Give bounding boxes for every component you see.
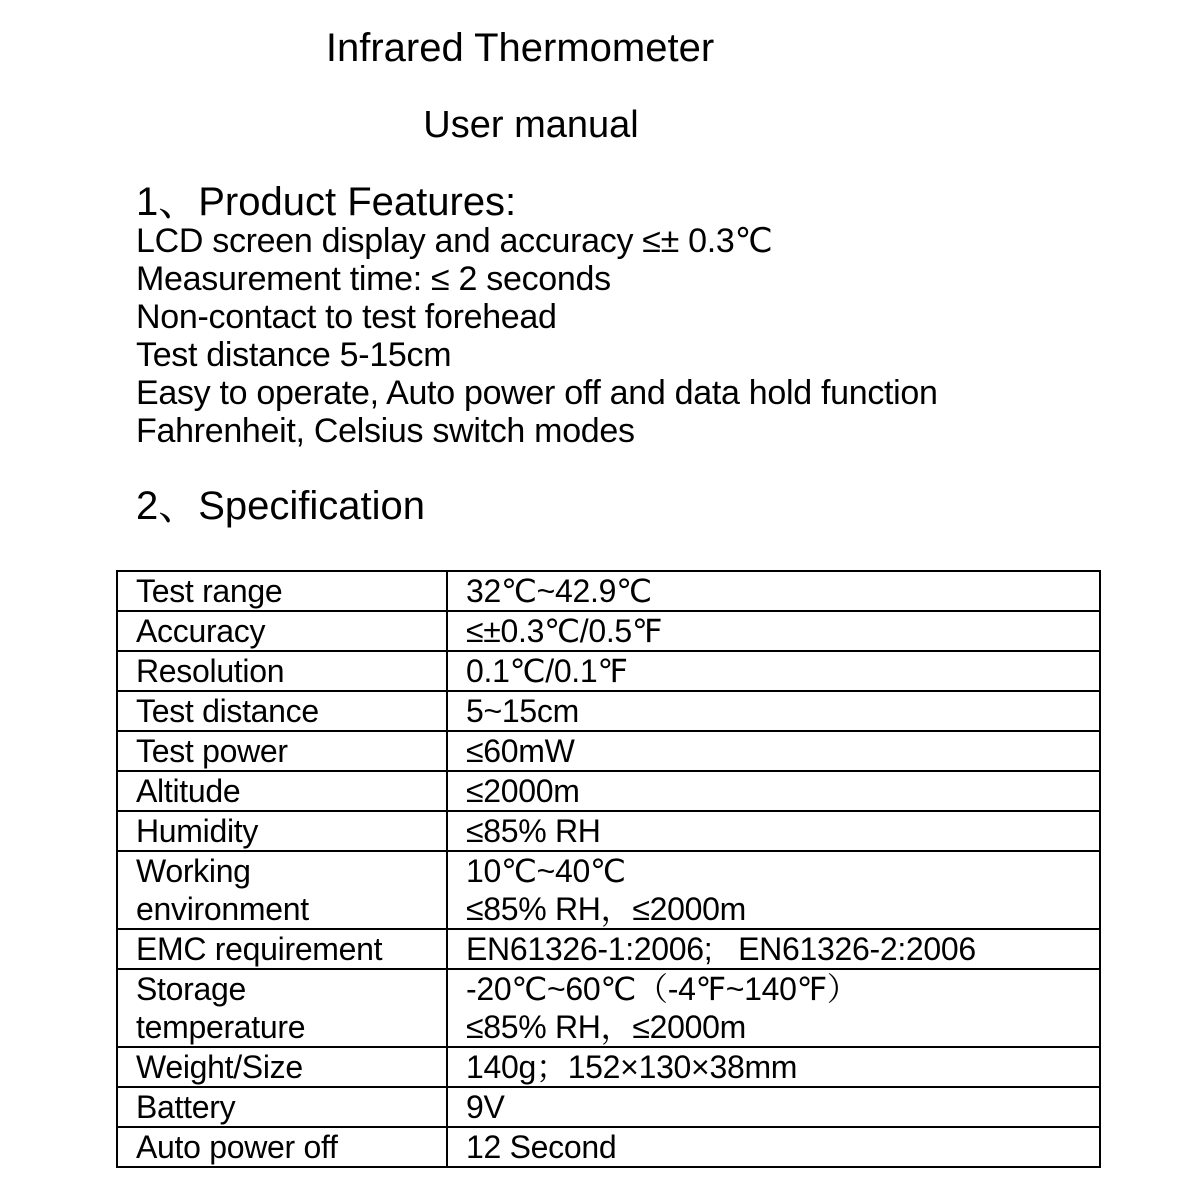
spec-row-weight-size <box>117 1047 1100 1087</box>
document-title: Infrared Thermometer <box>325 26 715 70</box>
spec-label: Accuracy <box>117 611 447 651</box>
spec-label: Weight/Size <box>117 1047 447 1087</box>
feature-item-easy-operate: Easy to operate, Auto power off and data hold function <box>136 374 938 412</box>
section-heading-specification: 2、Specification <box>136 484 426 528</box>
feature-item-non-contact: Non-contact to test forehead <box>136 298 557 336</box>
features-list <box>136 222 938 450</box>
spec-label-line: Working <box>136 853 251 889</box>
spec-label: Test distance <box>117 691 447 731</box>
spec-label: Test power <box>117 731 447 771</box>
spec-label <box>117 851 447 929</box>
spec-row-accuracy <box>117 611 1100 651</box>
spec-value: ≤85% RH <box>447 811 1100 851</box>
spec-row-storage-temperature <box>117 969 1100 1047</box>
specification-table <box>116 570 1101 1168</box>
spec-label: EMC requirement <box>117 929 447 969</box>
spec-value: ≤60mW <box>447 731 1100 771</box>
spec-row-resolution <box>117 651 1100 691</box>
spec-label: Battery <box>117 1087 447 1127</box>
spec-label: Test range <box>117 571 447 611</box>
spec-value <box>447 851 1100 929</box>
spec-label: Auto power off <box>117 1127 447 1167</box>
spec-row-humidity <box>117 811 1100 851</box>
spec-value <box>447 969 1100 1047</box>
spec-label-line: Storage <box>136 971 246 1007</box>
section-heading-features: 1、Product Features: <box>136 180 517 224</box>
spec-value-line: -20℃~60℃（-4℉~140℉） <box>466 971 859 1007</box>
feature-item-test-distance: Test distance 5-15cm <box>136 336 452 374</box>
feature-item-lcd: LCD screen display and accuracy ≤± 0.3℃ <box>136 222 773 260</box>
spec-value-line: ≤85% RH，≤2000m <box>466 1009 746 1045</box>
spec-row-auto-power-off <box>117 1127 1100 1167</box>
spec-row-battery <box>117 1087 1100 1127</box>
spec-value-line: ≤85% RH，≤2000m <box>466 891 746 927</box>
spec-value: ≤±0.3℃/0.5℉ <box>447 611 1100 651</box>
spec-label-line: temperature <box>136 1009 306 1045</box>
spec-value: 32℃~42.9℃ <box>447 571 1100 611</box>
spec-value: 140g；152×130×38mm <box>447 1047 1100 1087</box>
spec-label: Humidity <box>117 811 447 851</box>
spec-value: 5~15cm <box>447 691 1100 731</box>
spec-row-emc-requirement <box>117 929 1100 969</box>
spec-row-test-power <box>117 731 1100 771</box>
spec-row-working-environment <box>117 851 1100 929</box>
spec-label: Resolution <box>117 651 447 691</box>
document-subtitle: User manual <box>423 104 639 146</box>
feature-item-measurement-time: Measurement time: ≤ 2 seconds <box>136 260 611 298</box>
spec-value: 9V <box>447 1087 1100 1127</box>
spec-label: Altitude <box>117 771 447 811</box>
spec-value: EN61326-1:2006; EN61326-2:2006 <box>447 929 1100 969</box>
spec-value: 0.1℃/0.1℉ <box>447 651 1100 691</box>
spec-row-altitude <box>117 771 1100 811</box>
spec-value: ≤2000m <box>447 771 1100 811</box>
feature-item-switch-modes: Fahrenheit, Celsius switch modes <box>136 412 635 450</box>
spec-row-test-range <box>117 571 1100 611</box>
spec-row-test-distance <box>117 691 1100 731</box>
spec-label <box>117 969 447 1047</box>
spec-value-line: 10℃~40℃ <box>466 853 626 889</box>
spec-label-line: environment <box>136 891 309 927</box>
spec-value: 12 Second <box>447 1127 1100 1167</box>
